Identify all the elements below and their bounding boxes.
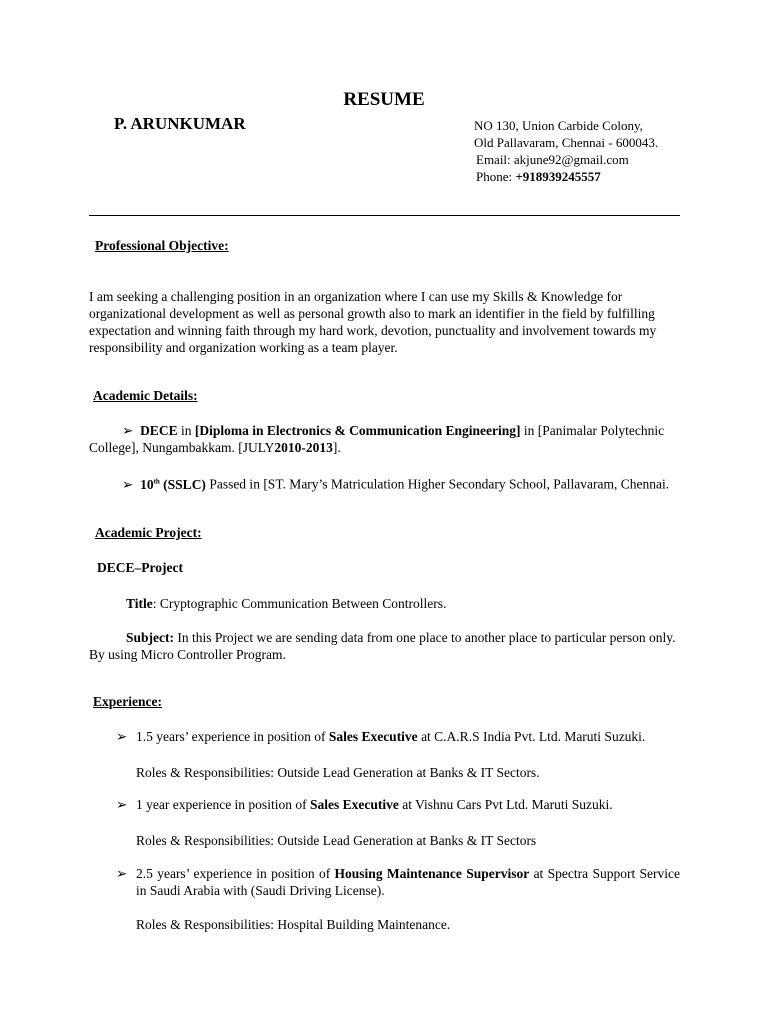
project-subject-label: Subject: (126, 630, 174, 645)
bullet-arrow-icon: ➢ (116, 797, 128, 812)
experience-heading: Experience: (93, 694, 162, 709)
project-subject-value: In this Project we are sending data from one place to another place to particular person only. By using Micro Controller Program. (89, 630, 676, 662)
email-line: Email: akjune92@gmail.com (476, 152, 629, 167)
academic-heading: Academic Details: (93, 388, 198, 403)
experience-roles: Roles & Responsibilities: Outside Lead Generation at Banks & IT Sectors. (136, 765, 540, 780)
objective-heading: Professional Objective: (95, 238, 229, 253)
academic-sslc (89, 473, 679, 493)
address-line-2: Old Pallavaram, Chennai - 600043. (474, 135, 659, 150)
experience-item: ➢ 1 year experience in position of Sales Executive at Vishnu Cars Pvt Ltd. Maruti Suzuki. (116, 797, 613, 812)
header-divider (89, 215, 680, 216)
dece-in-2: in [Panimalar Polytechnic College], Nungambakkam. [JULY (89, 423, 665, 455)
project-title (126, 595, 446, 612)
project-title-label: Title (126, 596, 153, 611)
objective-text: I am seeking a challenging position in an organization where I can use my Skills & Knowledge for organizational development as well as personal growth also to mark an identifier in the field by fulfilling expectation and winning faith through my hard work, devotion, punctuality and involvement towards my responsibility and organization working as a team player. (89, 289, 657, 355)
experience-roles: Roles & Responsibilities: Hospital Building Maintenance. (136, 917, 451, 932)
project-title-value: : Cryptographic Communication Between Controllers. (152, 596, 447, 611)
project-subject (89, 629, 679, 663)
bullet-arrow-icon: ➢ (122, 476, 134, 492)
sslc-grade: 10th (SSLC) (140, 476, 206, 492)
dece-degree: DECE (140, 423, 178, 438)
project-heading: Academic Project: (95, 525, 202, 540)
experience-roles: Roles & Responsibilities: Outside Lead Generation at Banks & IT Sectors (136, 833, 537, 848)
project-name: DECE–Project (97, 560, 183, 575)
academic-dece (89, 422, 679, 456)
dece-in-1: in (177, 423, 195, 438)
sslc-text: Passed in [ST. Mary’s Matriculation Higher Secondary School, Pallavaram, Chennai. (205, 476, 670, 492)
address-line-1: NO 130, Union Carbide Colony, (474, 118, 643, 133)
dece-years: 2010-2013 (274, 440, 333, 455)
bullet-arrow-icon: ➢ (116, 729, 128, 744)
phone-line (476, 168, 658, 185)
phone-label: Phone: (476, 169, 516, 184)
bullet-arrow-icon: ➢ (122, 423, 134, 438)
phone-number: +918939245557 (515, 169, 601, 184)
experience-item: ➢ 1.5 years’ experience in position of Sales Executive at C.A.R.S India Pvt. Ltd. Maruti Suzuki. (116, 729, 646, 744)
dece-diploma: [Diploma in Electronics & Communication Engineering] (194, 423, 521, 438)
bullet-arrow-icon: ➢ (116, 866, 128, 881)
dece-end: ]. (332, 440, 341, 455)
experience-item: ➢ 2.5 years’ experience in position of Housing Maintenance Supervisor at Spectra Support Service in Saudi Arabia with (Saudi Driving License). (116, 866, 681, 898)
resume-title: RESUME (343, 89, 425, 110)
candidate-name: P. ARUNKUMAR (114, 114, 246, 133)
contact-block (474, 117, 658, 185)
